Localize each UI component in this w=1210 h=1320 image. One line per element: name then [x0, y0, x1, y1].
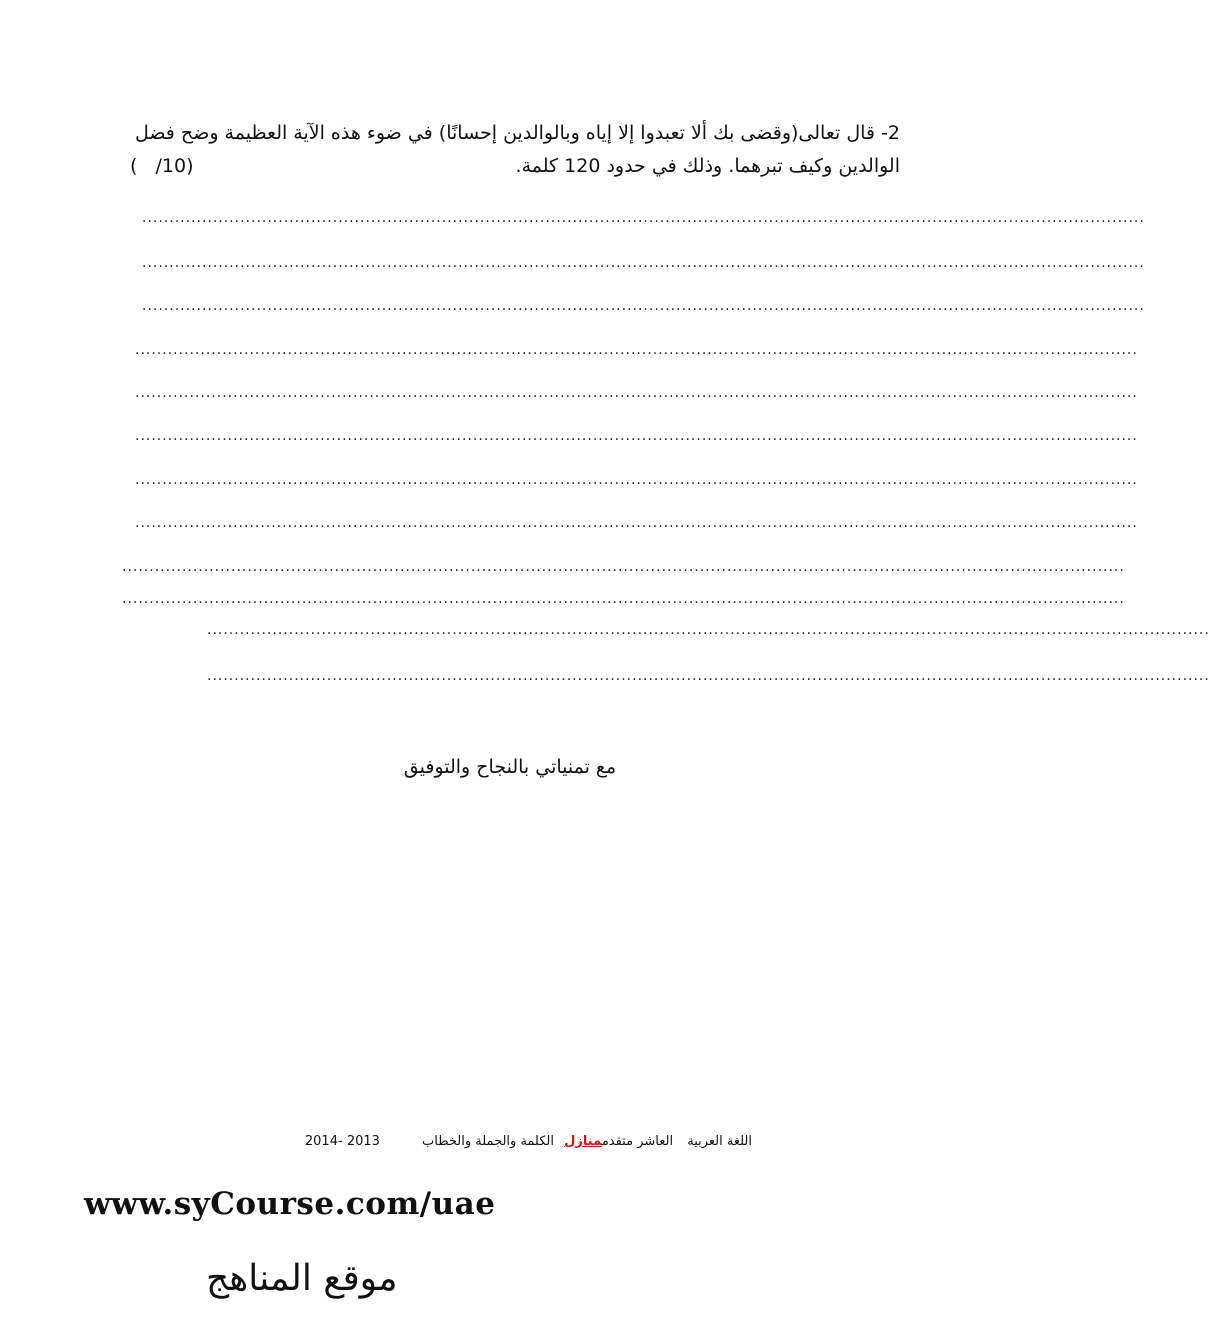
answer-line[interactable]: ........................................................................................................................................................................................ — [207, 668, 1210, 684]
footer-unit: الكلمة والجملة والخطاب — [422, 1134, 554, 1149]
answer-line[interactable]: ........................................................................................................................................................................................ — [135, 472, 1138, 488]
answer-line[interactable]: ........................................................................................................................................................................................ — [142, 255, 1145, 271]
answer-line[interactable]: ........................................................................................................................................................................................ — [135, 342, 1138, 358]
answer-line[interactable]: ........................................................................................................................................................................................ — [135, 428, 1138, 444]
footer-grade: العاشر متقدم — [601, 1134, 674, 1149]
answer-line[interactable]: ........................................................................................................................................................................................ — [135, 515, 1138, 531]
score-box: ( /10) — [130, 155, 194, 177]
answer-line[interactable]: ........................................................................................................................................................................................ — [122, 591, 1125, 607]
closing-wish: مع تمنياتي بالنجاح والتوفيق — [403, 756, 617, 778]
footer-highlight: منازل — [564, 1134, 602, 1149]
question-line-1: 2- قال تعالى(وقضى بك ألا تعبدوا إلا إياه وبالوالدين إحسانًا) في ضوء هذه الآية العظيمة وضح فضل — [134, 122, 900, 144]
site-arabic-watermark: موقع المناهج — [206, 1258, 398, 1299]
answer-line[interactable]: ........................................................................................................................................................................................ — [207, 622, 1210, 638]
page-footer — [305, 1134, 752, 1149]
question-line-2: الوالدين وكيف تبرهما. وذلك في حدود 120 كلمة. — [515, 155, 900, 177]
answer-line[interactable]: ........................................................................................................................................................................................ — [135, 385, 1138, 401]
answer-line[interactable]: ........................................................................................................................................................................................ — [142, 210, 1145, 226]
footer-year: 2013 -2014 — [304, 1134, 380, 1149]
site-url-watermark: www.syCourse.com/uae — [84, 1186, 496, 1222]
answer-line[interactable]: ........................................................................................................................................................................................ — [142, 298, 1145, 314]
answer-line[interactable]: ........................................................................................................................................................................................ — [122, 559, 1125, 575]
footer-subject: اللغة العربية — [687, 1134, 752, 1149]
